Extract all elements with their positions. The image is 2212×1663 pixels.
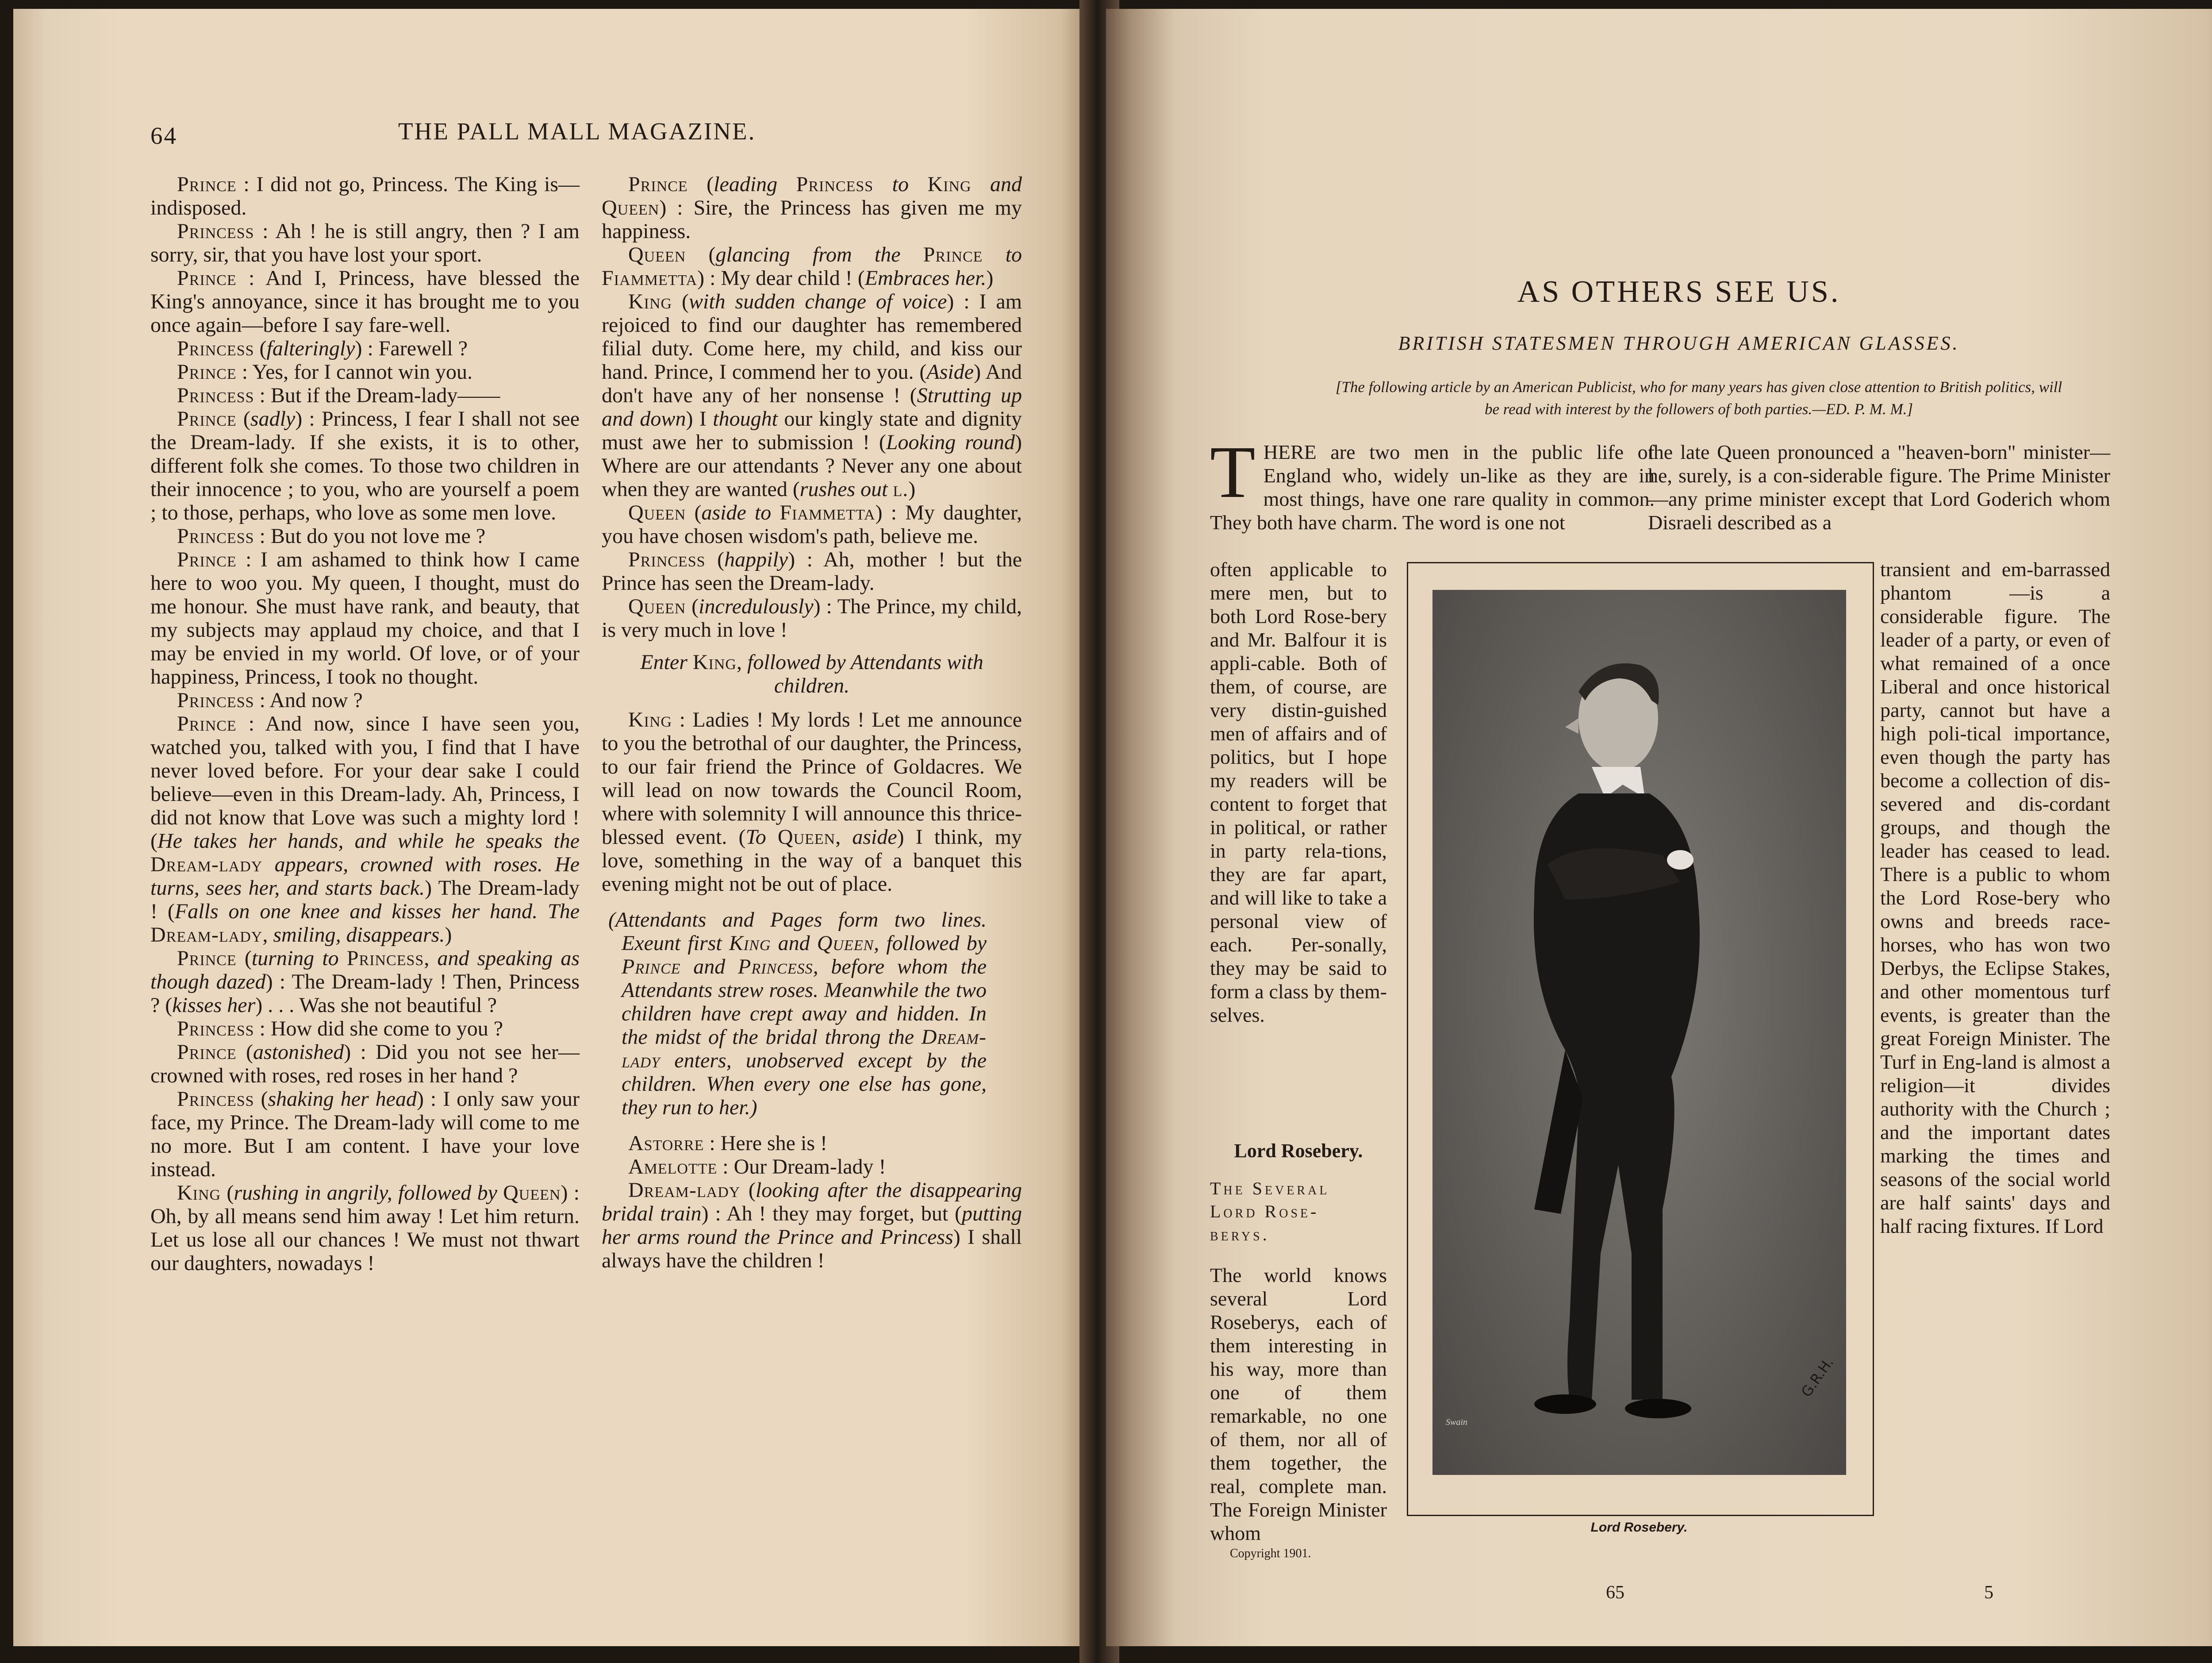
dialogue-line: Queen (incredulously) : The Prince, my child, is very much in love ! — [602, 595, 1022, 642]
column-right-text: transient and em-barrassed phantom —is a considerable figure. The leader of a party, or even of what remained of a once Liberal and once historical party, cannot but have a high poli-tical importance, even though the party has become a collection of dis-severed and dis-cordant groups, and though the leader has ceased to lead. There is a public to whom the Lord Rose-bery who owns and breeds race-horses, who has won two Derbys, the Eclipse Stakes, and other momentous turf events, is greater than the great Foreign Minister. The Turf in Eng-land is almost a religion—it divides authority with the Church ; and the important dates marking the times and seasons of the social world are half saints' days and half racing fixtures. If Lord — [1880, 558, 2110, 1237]
dialogue-line: Prince (leading Princess to King and Queen) : Sire, the Princess has given me my happiness. — [602, 173, 1022, 243]
dialogue-line: Queen (aside to Fiammetta) : My daughter, you have chosen wisdom's path, believe me. — [602, 501, 1022, 548]
dialogue-line: Princess : Ah ! he is still angry, then ? I am sorry, sir, that you have lost your sport. — [150, 219, 580, 266]
side-heading — [1210, 1139, 1387, 1162]
dialogue-line: Princess (shaking her head) : I only saw your face, my Prince. The Dream-lady will come to me no more. But I am content. I have your love instead. — [150, 1087, 580, 1181]
dialogue-line: King : Ladies ! My lords ! Let me announce to you the betrothal of our daughter, the Princess, to our fair friend the Prince of Goldacres. We will lead on now towards the Council Room, where with solemnity I will announce this thrice-blessed event. (To Queen, aside) I think, my love, something in the way of a banquet this evening might not be out of place. — [602, 708, 1022, 896]
dialogue-line: Astorre : Here she is ! — [628, 1132, 827, 1155]
stage-direction-enter: Enter King, followed by Attendants with children. — [640, 651, 983, 697]
right-page-number-a: 65 — [1606, 1582, 1624, 1603]
column-left-text: often applicable to mere men, but to both Lord Rose-bery and Mr. Balfour it is appli-cable. Both of them, of course, are very distin-guished men of affairs and of politics, but I hope my readers will be content to forget that in political, or rather in party rela-tions, they are far apart, and will like to take a personal view of each. Per-sonally, they may be said to form a class by them-selves. — [1210, 558, 1387, 1026]
dialogue-line: Queen (glancing from the Prince to Fiammetta) : My dear child ! (Embraces her.) — [602, 243, 1022, 290]
dialogue-block-b — [602, 708, 1022, 896]
dialogue-line: Amelotte : Our Dream-lady ! — [628, 1155, 886, 1178]
dialogue-line: Princess (happily) : Ah, mother ! but the Prince has seen the Dream-lady. — [602, 548, 1022, 595]
dialogue-line: King (rushing in angrily, followed by Queen) : Oh, by all means send him away ! Let him return. Let us lose all our chances ! We must not thwart our daughters, nowadays ! — [150, 1181, 580, 1275]
dialogue-line: Princess : But do you not love me ? — [177, 524, 486, 548]
article-column-left-bottom — [1210, 1263, 1387, 1545]
intro-text: HERE are two men in the public life of England who, widely un-like as they are in most things, have one rare quality in common. They both have charm. The word is one not — [1210, 441, 1655, 534]
article-column-right-top — [1648, 440, 2110, 534]
dialogue-line: Princess : And now ? — [177, 689, 363, 712]
left-column-2 — [602, 173, 1022, 1272]
left-page — [13, 9, 1093, 1646]
article-title: AS OTHERS SEE US. — [1517, 275, 1841, 309]
dialogue-block-a — [602, 173, 1022, 642]
dialogue-line: Prince : Yes, for I cannot win you. — [177, 360, 472, 384]
column-right-top-text: the late Queen pronounced a "heaven-born" minister—he, surely, is a con-siderable figure. The Prime Minister—any prime minister except that Lord Goderich whom Disraeli described as a — [1648, 441, 2110, 534]
stage-direction-exeunt: (Attendants and Pages form two lines. Exeunt first King and Queen, followed by Prince and Princess, before whom the Attendants strew roses. Meanwhile the two children have crept away and hidden. In the midst of the bridal throng the Dream-lady enters, unobserved except by the children. When every one else has gone, they run to her.) — [608, 908, 987, 1119]
dialogue-line: Prince (turning to Princess, and speaking as though dazed) : The Dream-lady ! Then, Princess ? (kisses her) . . . Was she not beautiful ? — [150, 947, 580, 1017]
running-head: THE PALL MALL MAGAZINE. — [398, 118, 756, 145]
drop-cap: T — [1210, 431, 1256, 513]
plate-engraver-mark: Swain — [1446, 1417, 1467, 1427]
dialogue-line: Prince (sadly) : Princess, I fear I shall not see the Dream-lady. If she exists, it is to other, different folk she comes. To those two children in their innocence ; to you, who are yourself a poem ; to those, perhaps, who love as some men love. — [150, 407, 580, 524]
plate-signature: G.R.H. — [1797, 1354, 1837, 1400]
column-left-bottom-text: The world knows several Lord Roseberys, each of them interesting in his way, more than one of them remarkable, no one of them, nor all of them together, the real, complete man. The Foreign Minister whom — [1210, 1264, 1387, 1544]
dialogue-block-c — [602, 1132, 1022, 1272]
article-subtitle: BRITISH STATESMEN THROUGH AMERICAN GLASSES. — [1398, 332, 1960, 354]
side-subheading: The Several Lord Rose-berys. — [1210, 1178, 1330, 1244]
left-page-number: 64 — [150, 122, 177, 149]
dialogue-line: King (with sudden change of voice) : I am rejoiced to find our daughter has remembered filial duty. Come here, my child, and kiss our hand. Prince, I commend her to you. (Aside) And don't have any of her nonsense ! (Strutting up and down) I thought our kingly state and dignity must awe her to submission ! (Looking round) Where are our attendants ? Never any one about when they are wanted (rushes out l.) — [602, 290, 1022, 501]
article-column-left-narrow — [1210, 558, 1387, 1027]
dialogue-line: Princess (falteringly) : Farewell ? — [177, 337, 468, 360]
side-heading-title: Lord Rosebery. — [1234, 1140, 1363, 1162]
dialogue-line: Prince : And I, Princess, have blessed the King's annoyance, since it has brought me to you once again—before I say fare-well. — [150, 266, 580, 337]
dialogue-line: Prince : I am ashamed to think how I came here to woo you. My queen, I thought, must do me honour. She must have rank, and beauty, that my subjects may applaud my choice, and that I may be envied in my world. Of love, or of your happiness, Princess, I took no thought. — [150, 548, 580, 689]
illustration-plate — [1407, 562, 1874, 1516]
article-column-right-narrow — [1880, 558, 2110, 1238]
left-column-1 — [150, 173, 580, 1275]
caricature-image — [1432, 590, 1846, 1475]
editor-note: [The following article by an American Publicist, who for many years has given close attention to British politics, will be read with interest by the followers of both parties.—ED. P. M. M.] — [1335, 378, 2062, 418]
dialogue-line: Prince (astonished) : Did you not see her—crowned with roses, red roses in her hand ? — [150, 1040, 580, 1087]
dialogue-line: Princess : But if the Dream-lady—— — [177, 384, 500, 407]
dialogue-line: Prince : And now, since I have seen you, watched you, talked with you, I find that I have never loved before. For your dear sake I could believe—even in this Dream-lady. Ah, Princess, I did not know that Love was such a mighty lord ! (He takes her hands, and while he speaks the Dream-lady appears, crowned with roses. He turns, sees her, and starts back.) The Dream-lady ! (Falls on one knee and kisses her hand. The Dream-lady, smiling, disappears.) — [150, 712, 580, 947]
right-page-number-b: 5 — [1984, 1582, 1993, 1603]
copyright-line: Copyright 1901. — [1230, 1547, 1311, 1560]
caricature-figure-icon — [1432, 590, 1846, 1475]
plate-caption: Lord Rosebery. — [1590, 1520, 1688, 1535]
dialogue-line: Princess : How did she come to you ? — [177, 1017, 503, 1040]
dialogue-line: Prince : I did not go, Princess. The King is—indisposed. — [150, 173, 580, 219]
article-intro — [1210, 431, 1655, 534]
dialogue-line: Dream-lady (looking after the disappearing bridal train) : Ah ! they may forget, but (putting her arms round the Prince and Princess) I shall always have the children ! — [602, 1178, 1022, 1272]
